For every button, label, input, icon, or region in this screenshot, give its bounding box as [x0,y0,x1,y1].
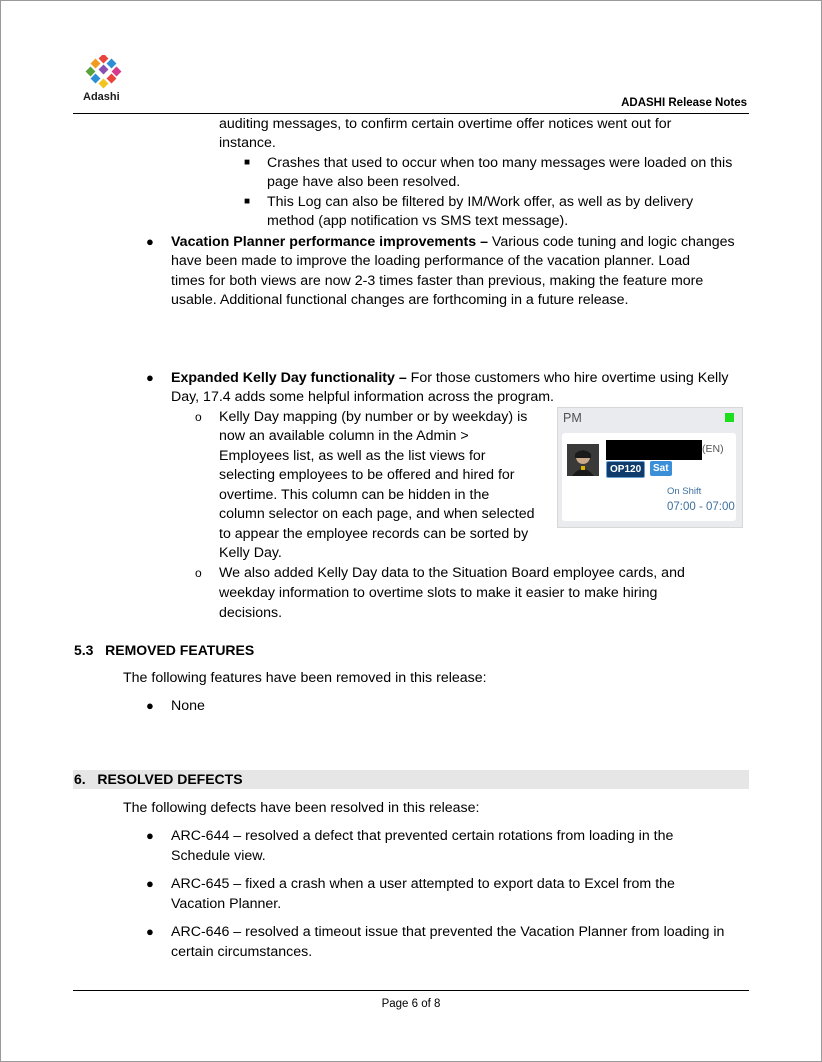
bullet-icon: ● [146,234,154,249]
sub-bullet-line: overtime. This column can be hidden in the [219,487,490,503]
redacted-name [606,440,702,460]
avatar [567,444,599,476]
circle-bullet-icon: o [195,566,202,580]
sub-bullet-line: Crashes that used to occur when too many messages were loaded on this [267,155,733,171]
section-heading: 5.3 REMOVED FEATURES [74,642,255,658]
sub-bullet-line: This Log can also be filtered by IM/Work offer, as well as by delivery [267,194,694,210]
sub-bullet-line: now an available column in the Admin > [219,428,469,444]
bullet-title: Expanded Kelly Day functionality – [171,370,407,386]
employee-card [562,433,736,521]
sub-bullet-line: Kelly Day. [219,545,282,561]
bullet-title: Vacation Planner performance improvements – [171,234,488,250]
sub-bullet-line: to appear the employee records can be sorted by [219,526,529,542]
bullet-icon: ● [146,698,154,713]
employee-card-figure [557,407,743,528]
document-title: ADASHI Release Notes [621,97,747,109]
paragraph-line: auditing messages, to confirm certain overtime offer notices went out for [219,116,672,132]
list-item: ARC-644 – resolved a defect that prevented certain rotations from loading in the [171,828,674,844]
kelly-day-badge: Sat [650,461,672,476]
shift-status: On Shift [667,486,702,497]
sub-bullet-line: We also added Kelly Day data to the Situation Board employee cards, and [219,565,685,581]
bullet-line [171,369,728,389]
paragraph-line: instance. [219,135,276,151]
list-item: Schedule view. [171,848,266,864]
footer-rule [73,990,749,991]
logo-text: Adashi [83,91,120,103]
sub-bullet-line: selecting employees to be offered and hired for [219,467,515,483]
header-rule [73,113,749,114]
list-item: certain circumstances. [171,944,313,960]
sub-bullet-line: weekday information to overtime slots to make it easier to make hiring [219,585,658,601]
list-item: ARC-645 – fixed a crash when a user attempted to export data to Excel from the [171,876,675,892]
sub-bullet-line: page have also been resolved. [267,174,461,190]
bullet-line: times for both views are now 2-3 times faster than previous, making the feature more [171,273,704,289]
sub-bullet-line: Employees list, as well as the list views for [219,448,486,464]
bullet-icon: ● [146,370,154,385]
bullet-line: usable. Additional functional changes are forthcoming in a future release. [171,292,629,308]
section-intro: The following defects have been resolved in this release: [123,800,480,816]
bullet-line [171,233,735,253]
list-item: Vacation Planner. [171,896,282,912]
sub-bullet-line: column selector on each page, and when selected [219,506,535,522]
sub-bullet-line: Kelly Day mapping (by number or by weekday) is [219,409,528,425]
page-number: Page 6 of 8 [381,998,441,1010]
shift-time: 07:00 - 07:00 [667,501,735,513]
bullet-text: For those customers who hire overtime using Kelly [406,370,729,386]
bullet-icon: ● [146,876,154,891]
square-bullet-icon: ■ [244,196,251,207]
circle-bullet-icon: o [195,410,202,424]
bullet-line: Day, 17.4 adds some helpful information across the program. [171,389,554,405]
shift-label: PM [563,411,582,425]
bullet-line: have been made to improve the loading performance of the vacation planner. Load [171,253,690,269]
section-intro: The following features have been removed in this release: [123,670,487,686]
status-indicator [725,413,734,422]
list-item: ARC-646 – resolved a timeout issue that prevented the Vacation Planner from loading in [171,924,725,940]
sub-bullet-line: method (app notification vs SMS text message). [267,213,569,229]
bullet-icon: ● [146,924,154,939]
sub-bullet-line: decisions. [219,605,283,621]
square-bullet-icon: ■ [244,157,251,168]
section-heading: 6. RESOLVED DEFECTS [74,771,243,787]
bullet-icon: ● [146,828,154,843]
list-item: None [171,698,205,714]
bullet-text: Various code tuning and logic changes [487,234,735,250]
name-suffix: (EN) [702,443,724,455]
position-badge: OP120 [606,461,645,478]
